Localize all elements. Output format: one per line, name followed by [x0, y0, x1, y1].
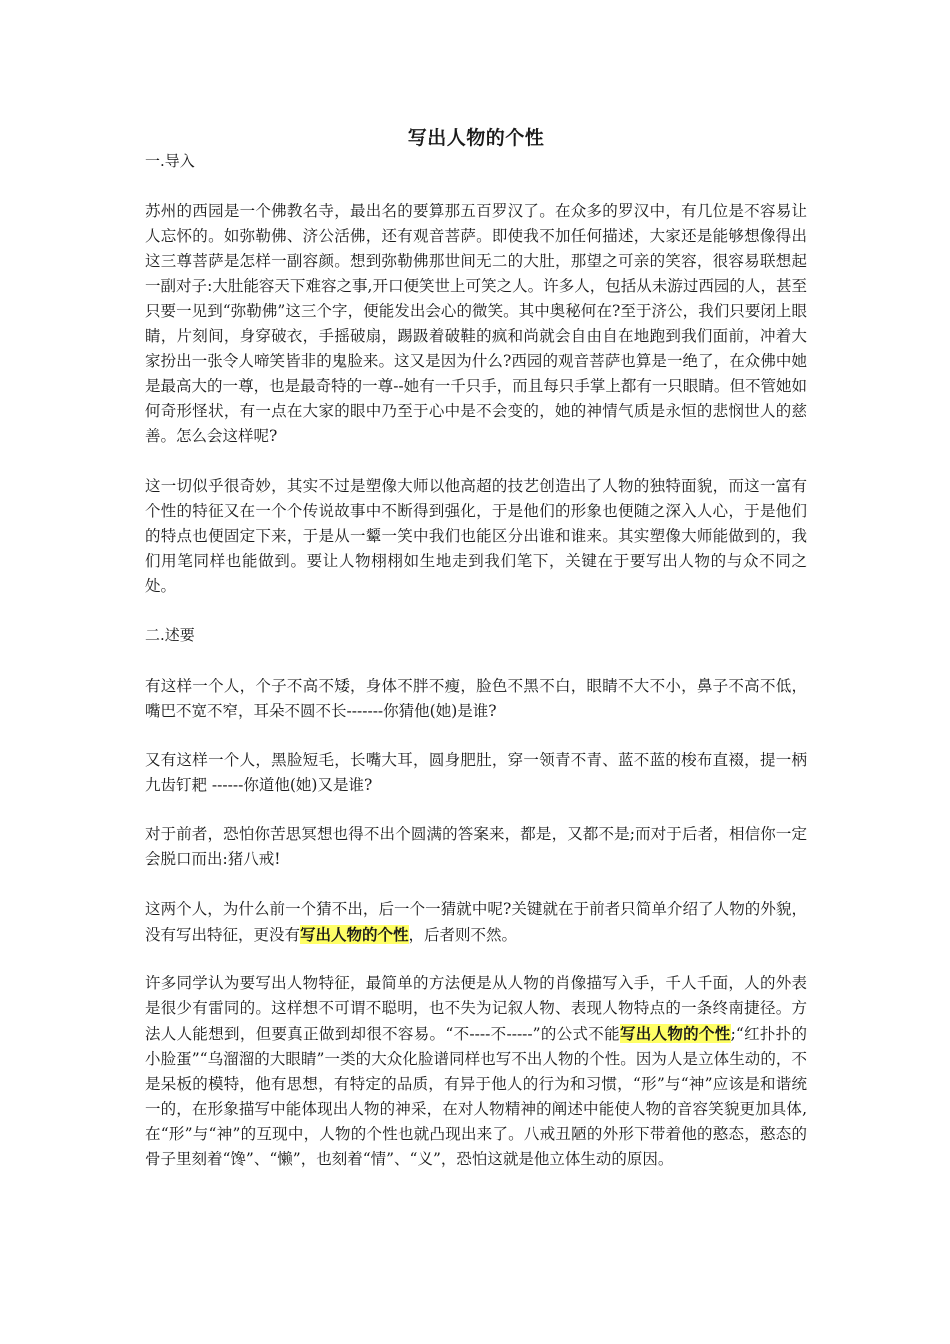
paragraph-method [145, 971, 807, 1172]
paragraph-analysis-text: 这两个人，为什么前一个猜不出，后一个一猜就中呢?关键就在于前者只简单介绍了人物的外貌，没有写出特征，更没有 [145, 900, 807, 944]
paragraph-riddle-two: 又有这样一个人，黑脸短毛，长嘴大耳，圆身肥肚，穿一领青不青、蓝不蓝的梭布直裰，提一柄九齿钉耙 ------你道他(她)又是谁? [145, 751, 807, 794]
section-heading-intro: 一.导入 [145, 152, 195, 170]
highlight-key-phrase-2: 写出人物的个性 [619, 1024, 731, 1043]
paragraph-intro: 苏州的西园是一个佛教名寺，最出名的要算那五百罗汉了。在众多的罗汉中，有几位是不容易让人忘怀的。如弥勒佛、济公活佛，还有观音菩萨。即使我不加任何描述，大家还是能够想像得出这三尊菩萨是怎样一副容颜。想到弥勒佛那世间无二的大肚，那望之可亲的笑容，很容易联想起一副对子:大肚能容天下难容之事,开口便笑世上可笑之人。许多人，包括从未游过西园的人，甚至只要一见到“弥勒佛”这三个字，便能发出会心的微笑。其中奥秘何在?至于济公，我们只要闭上眼睛，片刻间，身穿破衣，手摇破扇，踢趿着破鞋的疯和尚就会自由自在地跑到我们面前，冲着大家扮出一张令人啼笑皆非的鬼脸来。这又是因为什么?西园的观音菩萨也算是一绝了，在众佛中她是最高大的一尊，也是最奇特的一尊--她有一千只手，而且每只手掌上都有一只眼睛。但不管她如何奇形怪状，有一点在大家的眼中乃至于心中是不会变的，她的神情气质是永恒的悲悯世人的慈善。怎么会这样呢? [145, 202, 807, 445]
page-title: 写出人物的个性 [407, 127, 545, 149]
paragraph-method-text: 许多同学认为要写出人物特征，最简单的方法便是从人物的肖像描写入手，千人千面，人的外表是很少有雷同的。这样想不可谓不聪明，也不失为记叙人物、表现人物特点的一条终南捷径。方法人人能想到，但要真正做到却很不容易。“不----不-----”的公式不能 [145, 974, 807, 1043]
paragraph-analysis [145, 897, 807, 948]
paragraph-answer: 对于前者，恐怕你苦思冥想也得不出个圆满的答案来，都是，又都不是;而对于后者，相信你一定会脱口而出:猪八戒! [145, 825, 807, 868]
paragraph-method-tail: ;“红扑扑的小脸蛋”“乌溜溜的大眼睛”一类的大众化脸谱同样也写不出人物的个性。因为人是立体生动的，不是呆板的模特，他有思想，有特定的品质，有异于他人的行为和习惯，“形”与“神”应该是和谐统一的，在形象描写中能体现出人物的神采，在对人物精神的阐述中能使人物的音容笑貌更加具体,在“形”与“神”的互现中，人物的个性也就凸现出来了。八戒丑陋的外形下带着他的憨态，憨态的骨子里刻着“馋”、“懒”，也刻着“情”、“义”，恐怕这就是他立体生动的原因。 [145, 1025, 807, 1168]
paragraph-explanation: 这一切似乎很奇妙，其实不过是塑像大师以他高超的技艺创造出了人物的独特面貌，而这一富有个性的特征又在一个个传说故事中不断得到强化，于是他们的形象也便随之深入人心，于是他们的特点也便固定下来，于是从一颦一笑中我们也能区分出谁和谁来。其实塑像大师能做到的，我们用笔同样也能做到。要让人物栩栩如生地走到我们笔下，关键在于要写出人物的与众不同之处。 [145, 477, 807, 595]
section-heading-summary: 二.述要 [145, 626, 195, 644]
paragraph-riddle-one: 有这样一个人，个子不高不矮，身体不胖不瘦，脸色不黑不白，眼睛不大不小，鼻子不高不低，嘴巴不宽不窄，耳朵不圆不长-------你猜他(她)是谁? [145, 677, 807, 720]
paragraph-analysis-tail: ，后者则不然。 [408, 926, 518, 944]
highlight-key-phrase: 写出人物的个性 [300, 925, 409, 944]
